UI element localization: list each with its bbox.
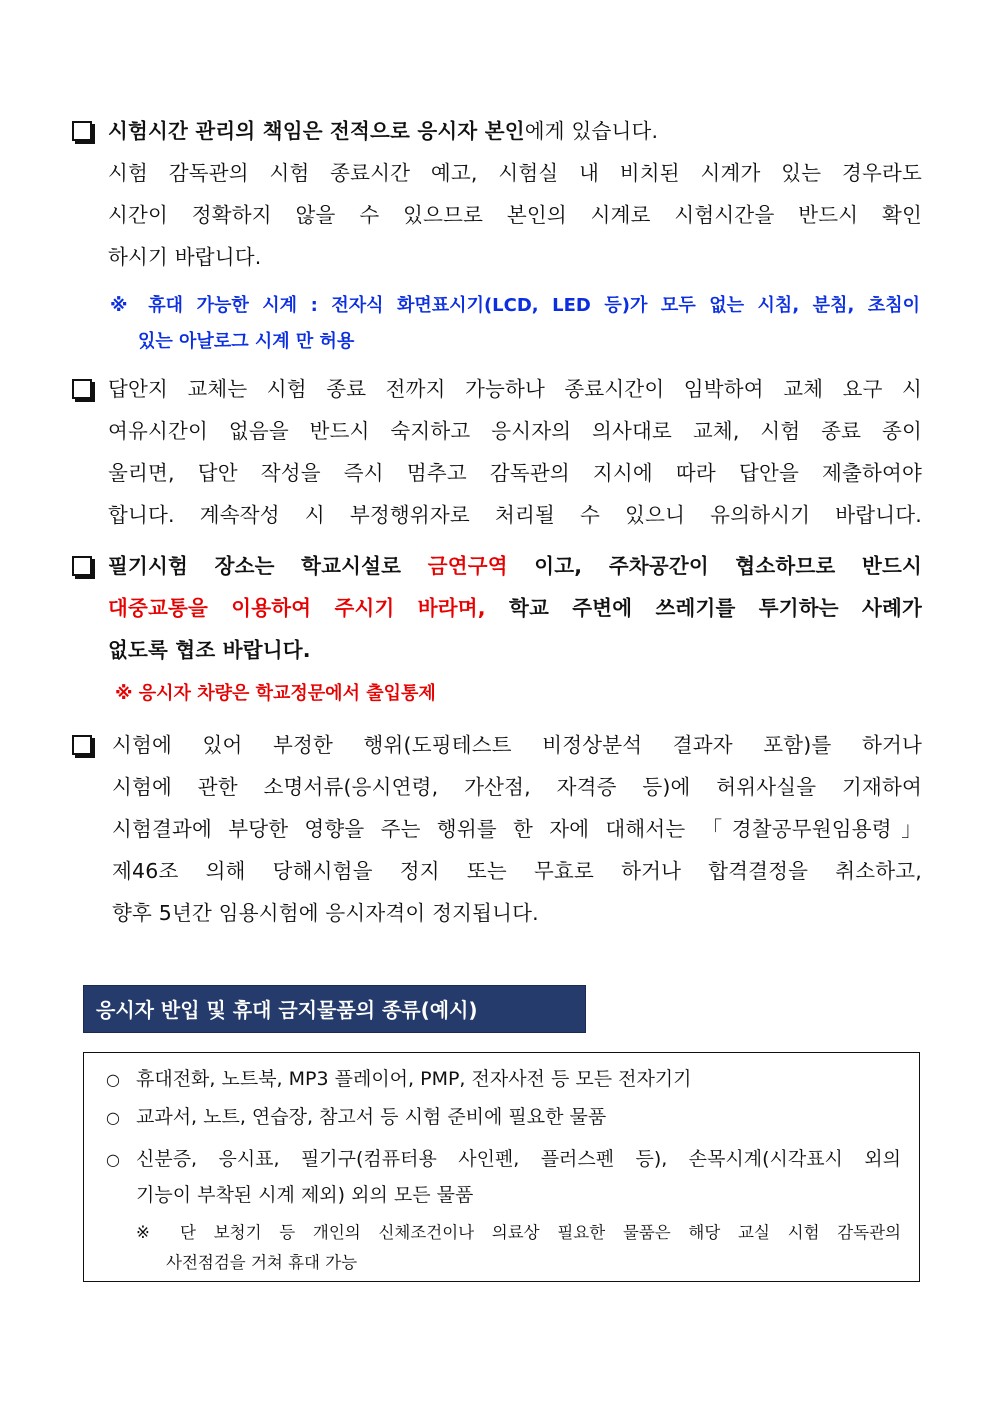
body-line: 제46조 의해 당해시험을 정지 또는 무효로 하거나 합격결정을 취소하고, [112, 859, 922, 883]
body-line: 시험결과에 부당한 영향을 주는 행위를 한 자에 대해서는 「경찰공무원임용령」 [112, 817, 922, 841]
list-item-text: 교과서, 노트, 연습장, 참고서 등 시험 준비에 필요한 물품 [136, 1106, 607, 1128]
body-line: 시험 감독관의 시험 종료시간 예고, 시험실 내 비치된 시계가 있는 경우라도 [108, 161, 922, 185]
venue-line3: 없도록 협조 바랍니다. [108, 638, 311, 662]
list-item [106, 1141, 901, 1178]
body-line: 시험에 관한 소명서류(응시연령, 가산점, 자격증 등)에 허위사실을 기재하여 [112, 775, 922, 799]
body-line: 여유시간이 없음을 반드시 숙지하고 응시자의 의사대로 교체, 시험 종료 종이 [108, 419, 922, 443]
hearing-aid-note-line1: ※ 단 보청기 등 개인의 신체조건이나 의료상 필요한 물품은 해당 교실 시험 감독관의 [136, 1223, 901, 1242]
watch-note-line2: 있는 아날로그 시계 만 허용 [138, 331, 355, 352]
list-item [106, 1099, 901, 1136]
red-text: 금연구역 [427, 554, 508, 578]
list-item-text: 휴대전화, 노트북, MP3 플레이어, PMP, 전자사전 등 모든 전자기기 [136, 1068, 692, 1090]
venue-line1 [108, 545, 922, 587]
body-line: 시험에 있어 부정한 행위(도핑테스트 비정상분석 결과자 포함)를 하거나 [112, 733, 922, 757]
bullet-icon: ○ [106, 1150, 120, 1169]
bold-text: 학교 주변에 쓰레기를 투기하는 사례가 [485, 596, 922, 620]
list-item-continuation: 기능이 부착된 시계 제외) 외의 모든 물품 [136, 1184, 474, 1206]
checkbox-icon [72, 735, 92, 755]
body-line: 합니다. 계속작성 시 부정행위자로 처리될 수 있으니 유의하시기 바랍니다. [108, 503, 922, 527]
body-line: 향후 5년간 임용시험에 응시자격이 정지됩니다. [112, 901, 539, 925]
checkbox-icon [72, 121, 92, 141]
hearing-aid-note-line2: 사전점검을 거쳐 휴대 가능 [166, 1253, 358, 1272]
body-line: 울리면, 답안 작성을 즉시 멈추고 감독관의 지시에 따라 답안을 제출하여야 [108, 461, 922, 485]
list-item-text: 신분증, 응시표, 필기구(컴퓨터용 사인펜, 플러스펜 등), 손목시계(시각표시 외의 [136, 1148, 901, 1170]
bold-text: 시험시간 관리의 책임은 전적으로 응시자 본인 [108, 119, 525, 143]
bullet-icon: ○ [106, 1070, 120, 1089]
checkbox-icon [72, 379, 92, 399]
bold-text: 이고, 주차공간이 협소하므로 반드시 [507, 554, 922, 578]
watch-note-line1: ※ 휴대 가능한 시계 : 전자식 화면표시기(LCD, LED 등)가 모두 없는 시침, 분침, 초침이 [110, 295, 920, 316]
bold-text: 필기시험 장소는 학교시설로 [108, 554, 428, 578]
body-line: 시간이 정확하지 않을 수 있으므로 본인의 시계로 시험시간을 반드시 확인 [108, 203, 922, 227]
bullet-icon: ○ [106, 1108, 120, 1127]
body-line: 답안지 교체는 시험 종료 전까지 가능하나 종료시간이 임박하여 교체 요구 시 [108, 377, 922, 401]
red-text: 대중교통을 이용하여 주시기 바라며, [108, 596, 486, 620]
list-item [106, 1061, 901, 1098]
checkbox-icon [72, 556, 92, 576]
venue-line2 [108, 587, 922, 629]
item-lead-line [108, 110, 922, 152]
prohibited-items-box [83, 1052, 920, 1282]
body-line: 하시기 바랍니다. [108, 245, 262, 269]
vehicle-note: ※ 응시자 차량은 학교정문에서 출입통제 [115, 683, 436, 704]
normal-text: 에게 있습니다. [524, 119, 659, 143]
prohibited-items-title: 응시자 반입 및 휴대 금지물품의 종류(예시) [83, 985, 586, 1033]
